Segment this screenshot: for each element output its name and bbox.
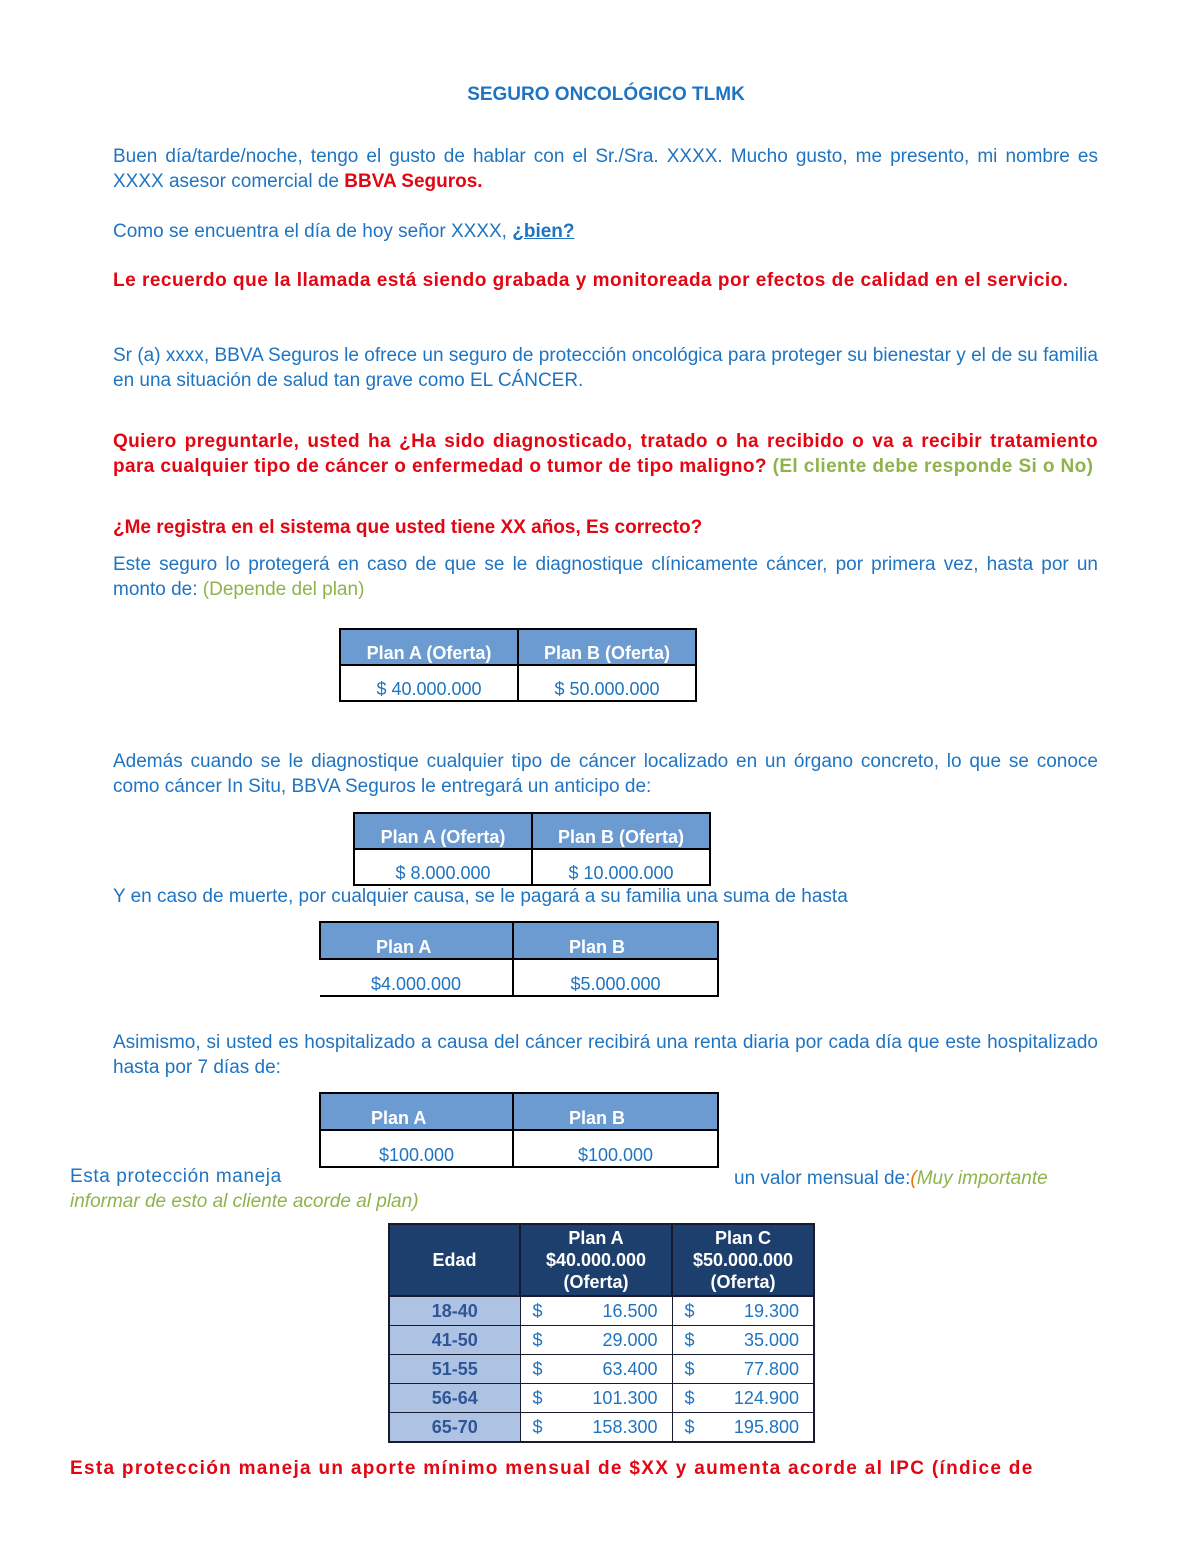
rates-plan-a-cell [520,1384,672,1413]
currency-symbol: $ [532,1329,543,1350]
monthly-right [734,1166,1098,1191]
rates-age-cell: 18-40 [389,1296,520,1326]
rates-plan-c-cell [672,1296,814,1326]
rates-header-plan-a [520,1224,672,1296]
brand-name: BBVA Seguros. [344,171,483,192]
how-are-you-paragraph [113,219,1098,244]
death-paragraph: Y en caso de muerte, por cualquier causa, se le pagará a su familia una suma de hasta [113,886,848,907]
currency-symbol: $ [532,1387,543,1408]
greeting-text: Buen día/tarde/noche, tengo el gusto de hablar con el Sr./Sra. XXXX. Mucho gusto, me presento, mi nombre es XXXX asesor comercial de [113,146,1098,192]
rates-plan-c-cell [672,1355,814,1384]
table4-header-a: Plan A [320,1093,513,1130]
rates-table [388,1223,815,1443]
in-situ-table [353,812,711,886]
rates-header-plan-c [672,1224,814,1296]
table1-header-a: Plan A (Oferta) [340,629,518,665]
currency-symbol: $ [532,1416,543,1437]
greeting-paragraph [113,144,1098,194]
monthly-left: Esta protección maneja [70,1166,282,1187]
recording-notice: Le recuerdo que la llamada está siendo grabada y monitoreada por efectos de calidad en el servicio. [113,270,1069,291]
question-paragraph [113,429,1098,479]
hospital-table [319,1092,719,1168]
currency-symbol: $ [532,1300,543,1321]
monthly-note-2: informar de esto al cliente acorde al plan) [70,1191,419,1212]
table2-header-a: Plan A (Oferta) [354,813,532,849]
coverage-paragraph [113,552,1098,602]
rate-value: 77.800 [743,1358,799,1379]
rates-plan-a-cell [520,1355,672,1384]
plan-c-title: Plan C [714,1228,771,1248]
currency-symbol: $ [684,1358,695,1379]
monthly-right-text: un valor mensual de: [734,1168,911,1189]
table3-value-a: $4.000.000 [320,959,513,996]
plan-c-offer: (Oferta) [710,1272,776,1292]
rates-age-cell: 51-55 [389,1355,520,1384]
table2-value-b: $ 10.000.000 [532,849,710,885]
rates-age-cell: 56-64 [389,1384,520,1413]
currency-symbol: $ [684,1300,695,1321]
table2-value-a: $ 8.000.000 [354,849,532,885]
currency-symbol: $ [684,1329,695,1350]
offer-paragraph: Sr (a) xxxx, BBVA Seguros le ofrece un seguro de protección oncológica para proteger su bienestar y el de su familia en una situación de salud tan grave como EL CÁNCER. [113,345,1098,391]
table4-header-b: Plan B [513,1093,718,1130]
hospital-paragraph: Asimismo, si usted es hospitalizado a causa del cáncer recibirá una renta diaria por cada día que este hospitalizado hasta por 7 días de: [113,1032,1098,1078]
coverage-note: (Depende del plan) [202,579,365,600]
rates-header-age: Edad [389,1224,520,1296]
rates-row [389,1326,814,1355]
rates-age-cell: 41-50 [389,1326,520,1355]
rates-age-cell: 65-70 [389,1413,520,1443]
page-title: SEGURO ONCOLÓGICO TLMK [467,84,745,105]
death-table [319,921,719,997]
rates-plan-c-cell [672,1384,814,1413]
table3-value-b: $5.000.000 [513,959,718,996]
rates-row [389,1413,814,1443]
table1-value-b: $ 50.000.000 [518,665,696,701]
monthly-paren: ( [910,1168,917,1189]
footer-text: Esta protección maneja un aporte mínimo mensual de $XX y aumenta acorde al IPC (índice de [70,1458,1034,1479]
plan-c-amount: $50.000.000 [692,1250,794,1270]
coverage-text: Este seguro lo protegerá en caso de que se le diagnostique clínicamente cáncer, por primera vez, hasta por un monto de: [113,554,1098,600]
rate-value: 29.000 [602,1329,658,1350]
rates-row [389,1384,814,1413]
age-check: ¿Me registra en el sistema que usted tiene XX años, Es correcto? [113,517,703,538]
rate-value: 195.800 [733,1416,799,1437]
table2-header-b: Plan B (Oferta) [532,813,710,849]
plan-a-title: Plan A [568,1228,624,1248]
rates-plan-c-cell [672,1326,814,1355]
rate-value: 35.000 [743,1329,799,1350]
plan-a-amount: $40.000.000 [545,1250,647,1270]
rate-value: 101.300 [592,1387,658,1408]
rates-plan-a-cell [520,1296,672,1326]
rates-plan-a-cell [520,1326,672,1355]
how-are-you-text: Como se encuentra el día de hoy señor XXXX, [113,221,513,242]
currency-symbol: $ [684,1387,695,1408]
rate-value: 16.500 [602,1300,658,1321]
plan-a-offer: (Oferta) [563,1272,629,1292]
rates-body [389,1296,814,1442]
rates-plan-a-cell [520,1413,672,1443]
coverage-table [339,628,697,702]
table4-value-a: $100.000 [320,1130,513,1167]
rates-row [389,1296,814,1326]
rates-row [389,1355,814,1384]
rate-value: 124.900 [733,1387,799,1408]
monthly-note-1: Muy importante [916,1168,1048,1189]
in-situ-paragraph: Además cuando se le diagnostique cualquier tipo de cáncer localizado en un órgano concreto, lo que se conoce como cáncer In Situ, BBVA Seguros le entregará un anticipo de: [113,751,1098,797]
table3-header-b: Plan B [513,922,718,959]
table1-value-a: $ 40.000.000 [340,665,518,701]
question-text: Quiero preguntarle, usted ha ¿Ha sido diagnosticado, tratado o ha recibido o va a recibir tratamiento para cualquier tipo de cáncer o enfermedad o tumor de tipo maligno? [113,431,1098,477]
table4-value-b: $100.000 [513,1130,718,1167]
rate-value: 19.300 [743,1300,799,1321]
question-note: (El cliente debe responde Si o No) [772,456,1094,477]
table1-header-b: Plan B (Oferta) [518,629,696,665]
table3-header-a: Plan A [320,922,513,959]
rates-plan-c-cell [672,1413,814,1443]
bien-link[interactable]: ¿bien? [512,221,575,242]
currency-symbol: $ [684,1416,695,1437]
rate-value: 158.300 [592,1416,658,1437]
rate-value: 63.400 [602,1358,658,1379]
currency-symbol: $ [532,1358,543,1379]
